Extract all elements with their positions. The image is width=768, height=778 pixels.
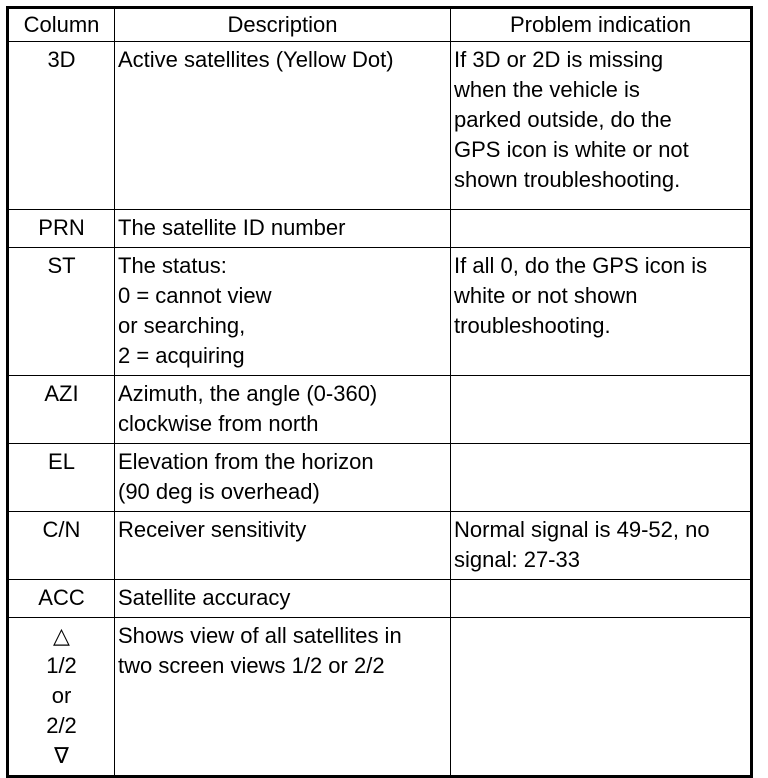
row-column-screen-view [8, 618, 115, 777]
row-description: Shows view of all satellites in two screen views 1/2 or 2/2 [115, 618, 451, 777]
page-fraction-first: 1/2 [46, 653, 77, 678]
header-row [8, 8, 752, 42]
row-description: Satellite accuracy [115, 580, 451, 618]
row-description: Active satellites (Yellow Dot) [115, 42, 451, 210]
row-description: The status: 0 = cannot view or searching, 2 = acquiring [115, 248, 451, 376]
row-column-cn: C/N [8, 512, 115, 580]
row-column-st: ST [8, 248, 115, 376]
table-row [8, 248, 752, 376]
up-triangle-icon: △ [53, 623, 70, 648]
table-row [8, 42, 752, 210]
header-problem-indication: Problem indication [451, 8, 752, 42]
table-row [8, 444, 752, 512]
row-problem: Normal signal is 49-52, no signal: 27-33 [451, 512, 752, 580]
row-problem [451, 444, 752, 512]
row-column-azi: AZI [8, 376, 115, 444]
row-column-acc: ACC [8, 580, 115, 618]
header-column: Column [8, 8, 115, 42]
row-problem [451, 376, 752, 444]
row-description: Elevation from the horizon (90 deg is overhead) [115, 444, 451, 512]
row-description: The satellite ID number [115, 210, 451, 248]
gps-status-table [6, 6, 753, 778]
row-problem: If 3D or 2D is missing when the vehicle is parked outside, do the GPS icon is white or not shown troubleshooting. [451, 42, 752, 210]
row-description: Receiver sensitivity [115, 512, 451, 580]
row-problem [451, 618, 752, 777]
row-column-3d: 3D [8, 42, 115, 210]
table-row [8, 210, 752, 248]
table-row [8, 618, 752, 777]
table-row [8, 580, 752, 618]
row-column-el: EL [8, 444, 115, 512]
row-problem [451, 580, 752, 618]
header-description: Description [115, 8, 451, 42]
row-column-prn: PRN [8, 210, 115, 248]
page-fraction-or: or [51, 683, 72, 708]
page-fraction-second: 2/2 [46, 713, 77, 738]
row-description: Azimuth, the angle (0-360) clockwise from north [115, 376, 451, 444]
down-triangle-icon: ∇ [54, 743, 69, 768]
table-row [8, 376, 752, 444]
row-problem [451, 210, 752, 248]
table-row [8, 512, 752, 580]
row-problem: If all 0, do the GPS icon is white or not shown troubleshooting. [451, 248, 752, 376]
